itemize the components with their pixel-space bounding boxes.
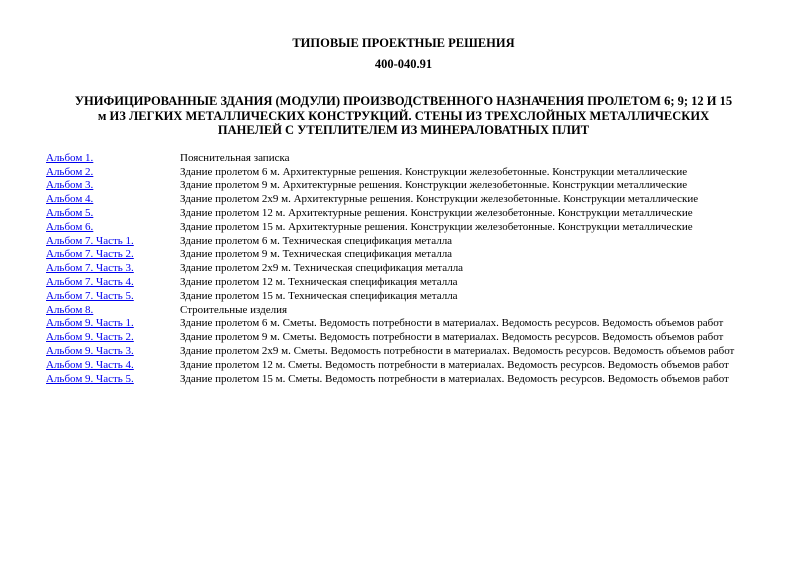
album-description: Здание пролетом 9 м. Архитектурные решения. Конструкции железобетонные. Конструкции металлические [180, 179, 688, 192]
album-description: Пояснительная записка [180, 151, 290, 164]
series-title: ТИПОВЫЕ ПРОЕКТНЫЕ РЕШЕНИЯ [292, 36, 515, 50]
album-description: Здание пролетом 12 м. Сметы. Ведомость потребности в материалах. Ведомость ресурсов. Ведомость объемов работ [180, 358, 729, 371]
album-description: Здание пролетом 6 м. Сметы. Ведомость потребности в материалах. Ведомость ресурсов. Ведомость объемов работ [180, 317, 724, 330]
album-row [46, 234, 766, 248]
document-code: 400-040.91 [374, 57, 433, 71]
album-description: Здание пролетом 12 м. Техническая спецификация металла [180, 276, 458, 289]
album-row [46, 303, 766, 317]
album-link[interactable]: Альбом 9. Часть 2. [46, 331, 134, 344]
album-description: Здание пролетом 15 м. Архитектурные решения. Конструкции железобетонные. Конструкции металлические [180, 220, 693, 233]
album-link[interactable]: Альбом 7. Часть 1. [46, 234, 134, 247]
album-row [46, 165, 766, 179]
album-link[interactable]: Альбом 5. [46, 207, 94, 220]
album-description: Здание пролетом 6 м. Техническая спецификация металла [180, 234, 453, 247]
album-link[interactable]: Альбом 7. Часть 4. [46, 276, 134, 289]
album-description: Здание пролетом 12 м. Архитектурные решения. Конструкции железобетонные. Конструкции металлические [180, 207, 693, 220]
album-link[interactable]: Альбом 9. Часть 1. [46, 317, 134, 330]
album-row [46, 289, 766, 303]
album-link[interactable]: Альбом 9. Часть 4. [46, 358, 134, 371]
album-row [46, 192, 766, 206]
album-description: Здание пролетом 15 м. Сметы. Ведомость потребности в материалах. Ведомость ресурсов. Ведомость объемов работ [180, 372, 729, 385]
album-row [46, 372, 766, 386]
album-link[interactable]: Альбом 4. [46, 193, 94, 206]
album-link[interactable]: Альбом 9. Часть 3. [46, 345, 134, 358]
album-description: Здание пролетом 2х9 м. Архитектурные решения. Конструкции железобетонные. Конструкции металлические [180, 193, 699, 206]
album-row [46, 179, 766, 193]
album-link[interactable]: Альбом 8. [46, 303, 94, 316]
album-description: Строительные изделия [180, 303, 288, 316]
album-row [46, 358, 766, 372]
album-row [46, 261, 766, 275]
album-link[interactable]: Альбом 7. Часть 5. [46, 289, 134, 302]
album-row [46, 206, 766, 220]
album-description: Здание пролетом 6 м. Архитектурные решения. Конструкции железобетонные. Конструкции металлические [180, 165, 688, 178]
album-link[interactable]: Альбом 6. [46, 220, 94, 233]
album-link[interactable]: Альбом 1. [46, 151, 94, 164]
album-list [46, 151, 766, 386]
album-description: Здание пролетом 2х9 м. Сметы. Ведомость потребности в материалах. Ведомость ресурсов. Ведомость объемов работ [180, 345, 735, 358]
album-link[interactable]: Альбом 7. Часть 3. [46, 262, 134, 275]
album-row [46, 330, 766, 344]
album-link[interactable]: Альбом 2. [46, 165, 94, 178]
album-description: Здание пролетом 15 м. Техническая спецификация металла [180, 289, 458, 302]
album-row [46, 344, 766, 358]
album-description: Здание пролетом 2х9 м. Техническая спецификация металла [180, 262, 464, 275]
album-row [46, 317, 766, 331]
album-link[interactable]: Альбом 7. Часть 2. [46, 248, 134, 261]
album-row [46, 151, 766, 165]
album-row [46, 248, 766, 262]
document-title: УНИФИЦИРОВАННЫЕ ЗДАНИЯ (МОДУЛИ) ПРОИЗВОДСТВЕННОГО НАЗНАЧЕНИЯ ПРОЛЕТОМ 6; 9; 12 И 15 м ИЗ ЛЕГКИХ МЕТАЛЛИЧЕСКИХ КОНСТРУКЦИЙ. СТЕНЫ ИЗ ТРЕХСЛОЙНЫХ МЕТАЛЛИЧЕСКИХ ПАНЕЛЕЙ С УТЕПЛИТЕЛЕМ ИЗ МИНЕРАЛОВАТНЫХ ПЛИТ [74, 94, 733, 137]
album-link[interactable]: Альбом 3. [46, 179, 94, 192]
album-description: Здание пролетом 9 м. Техническая спецификация металла [180, 248, 453, 261]
album-row [46, 275, 766, 289]
album-description: Здание пролетом 9 м. Сметы. Ведомость потребности в материалах. Ведомость ресурсов. Ведомость объемов работ [180, 331, 724, 344]
album-link[interactable]: Альбом 9. Часть 5. [46, 372, 134, 385]
album-row [46, 220, 766, 234]
